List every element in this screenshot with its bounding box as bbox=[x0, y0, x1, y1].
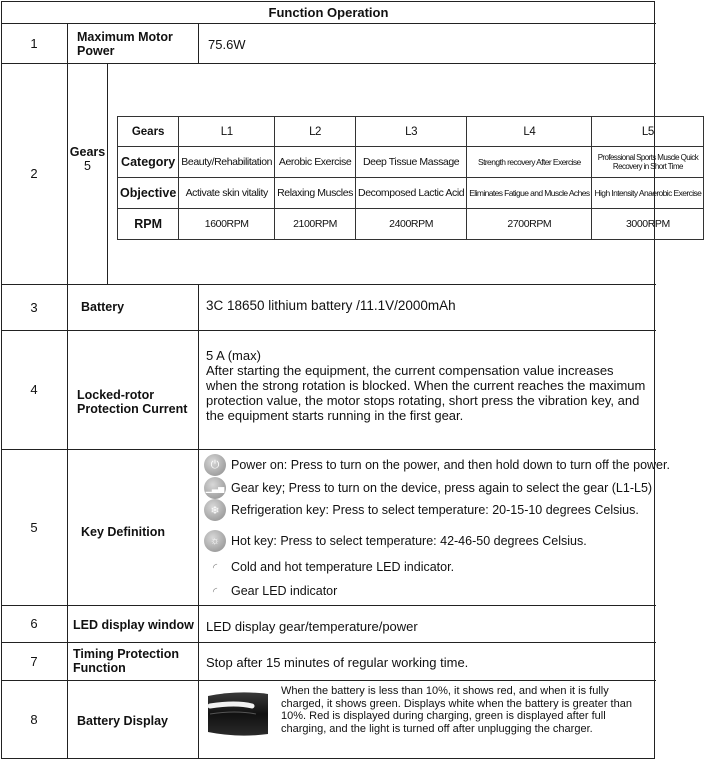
key-text: Refrigeration key: Press to select temperature: 20-15-10 degrees Celsius. bbox=[231, 503, 639, 517]
rpm-cell: 2700RPM bbox=[467, 209, 592, 240]
row-value bbox=[206, 348, 646, 423]
divider bbox=[1, 330, 656, 331]
key-item-refrigeration bbox=[204, 499, 639, 521]
row-label: Maximum Motor Power bbox=[77, 30, 173, 58]
divider bbox=[67, 23, 68, 759]
category-cell: Professional Sports Muscle Quick Recovery in Short Time bbox=[592, 147, 704, 178]
row-number: 7 bbox=[30, 653, 38, 669]
row-number: 6 bbox=[30, 616, 38, 631]
row-number: 2 bbox=[30, 166, 38, 181]
row-label: Battery Display bbox=[77, 714, 169, 728]
gear-signal-icon: ▁▃▅ bbox=[204, 477, 226, 499]
key-text: Gear key; Press to turn on the device, press again to select the gear (L1-L5) bbox=[231, 481, 653, 495]
row-label: LED display window bbox=[73, 618, 194, 632]
rpm-cell: 2400RPM bbox=[356, 209, 467, 240]
row-number: 5 bbox=[30, 519, 38, 535]
temperature-led-icon: ◜ bbox=[212, 561, 218, 574]
objective-cell: Decomposed Lactic Acid bbox=[356, 178, 467, 209]
objective-cell: High Intensity Anaerobic Exercise bbox=[592, 178, 704, 209]
level-cell: L3 bbox=[356, 117, 467, 147]
row-label: Locked-rotor Protection Current bbox=[77, 388, 188, 416]
rpm-cell: 1600RPM bbox=[179, 209, 275, 240]
row-number: 4 bbox=[30, 382, 38, 397]
row-value: 3C 18650 lithium battery /11.1V/2000mAh bbox=[206, 298, 456, 313]
level-cell: L4 bbox=[467, 117, 592, 147]
gears-header: Gears bbox=[118, 117, 179, 147]
rpm-cell: 2100RPM bbox=[275, 209, 356, 240]
row-label: Battery bbox=[81, 300, 125, 314]
key-item-gear-led bbox=[204, 580, 337, 602]
level-cell: L2 bbox=[275, 117, 356, 147]
divider bbox=[198, 23, 199, 63]
level-cell: L5 bbox=[592, 117, 704, 147]
row-label: Key Definition bbox=[81, 525, 166, 539]
gear-led-icon: ◜ bbox=[212, 585, 218, 598]
divider bbox=[1, 642, 656, 643]
level-cell: L1 bbox=[179, 117, 275, 147]
row-label: Timing Protection Function bbox=[73, 647, 180, 675]
sun-icon: ☼ bbox=[204, 530, 226, 552]
rpm-cell: 3000RPM bbox=[592, 209, 704, 240]
category-cell: Strength recovery After Exercise bbox=[467, 147, 592, 178]
key-text: Cold and hot temperature LED indicator. bbox=[231, 560, 455, 574]
snowflake-icon: ❄ bbox=[204, 499, 226, 521]
category-cell: Aerobic Exercise bbox=[275, 147, 356, 178]
key-item-hot bbox=[204, 530, 587, 552]
category-cell: Beauty/Rehabilitation bbox=[179, 147, 275, 178]
divider bbox=[1, 449, 656, 450]
value-line: 5 A (max) bbox=[206, 348, 261, 363]
category-header: Category bbox=[118, 147, 179, 178]
row-value: Stop after 15 minutes of regular working time. bbox=[206, 655, 469, 670]
category-cell: Deep Tissue Massage bbox=[356, 147, 467, 178]
battery-display-image bbox=[206, 690, 270, 738]
divider bbox=[1, 284, 656, 285]
divider bbox=[198, 284, 199, 759]
row-number: 3 bbox=[30, 299, 38, 315]
divider bbox=[1, 63, 656, 64]
objective-cell: Eliminates Fatigue and Muscle Aches bbox=[467, 178, 592, 209]
objective-cell: Relaxing Muscles bbox=[275, 178, 356, 209]
key-item-power bbox=[204, 454, 670, 476]
table-row bbox=[118, 117, 704, 147]
value-paragraph: After starting the equipment, the current compensation value increases when the strong rotation is blocked. When the current reaches the maximum protection value, the motor stops rotating, short press the vibration key, and the equipment starts running in the first gear. bbox=[206, 363, 646, 423]
row-value: LED display gear/temperature/power bbox=[206, 619, 418, 634]
key-text: Gear LED indicator bbox=[231, 584, 338, 598]
divider bbox=[107, 63, 108, 284]
key-text: Power on: Press to turn on the power, and then hold down to turn off the power. bbox=[231, 458, 670, 472]
objective-cell: Activate skin vitality bbox=[179, 178, 275, 209]
power-icon: ⏻ bbox=[204, 454, 226, 476]
table-row bbox=[118, 209, 704, 240]
key-item-gear bbox=[204, 477, 652, 499]
divider bbox=[1, 23, 656, 24]
row-label-line: 5 bbox=[84, 159, 91, 173]
row-number: 8 bbox=[30, 712, 38, 727]
divider bbox=[1, 605, 656, 606]
table-row bbox=[118, 147, 704, 178]
gears-table bbox=[117, 116, 704, 240]
key-text: Hot key: Press to select temperature: 42-46-50 degrees Celsius. bbox=[231, 534, 587, 548]
objective-header: Objective bbox=[118, 178, 179, 209]
row-value: When the battery is less than 10%, it shows red, and when it is fully charged, it shows green. Displays white when the battery is greater than 10%. Red is displayed during charging, green is displayed after full charging, and the light is turned off after unplugging the charger. bbox=[281, 685, 632, 735]
table-row bbox=[118, 178, 704, 209]
row-label-line: Gears bbox=[69, 145, 106, 159]
row-label bbox=[68, 145, 107, 173]
page-title: Function Operation bbox=[268, 4, 389, 20]
row-number: 1 bbox=[30, 35, 38, 51]
rpm-header: RPM bbox=[118, 209, 179, 240]
key-item-temperature-led bbox=[204, 556, 454, 578]
row-value: 75.6W bbox=[208, 37, 246, 52]
divider bbox=[1, 680, 656, 681]
